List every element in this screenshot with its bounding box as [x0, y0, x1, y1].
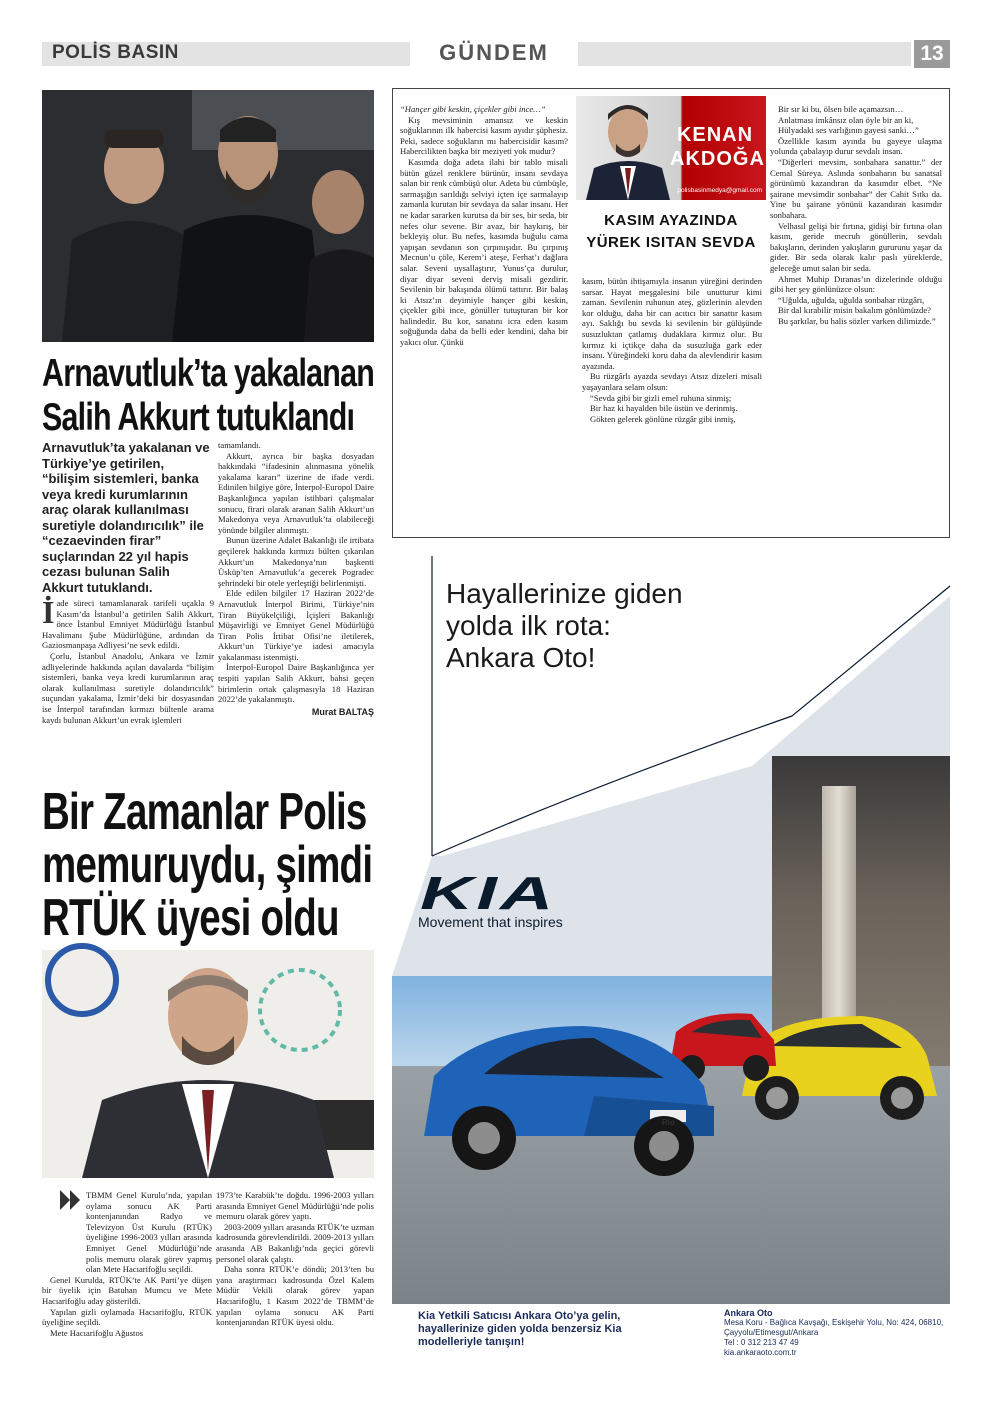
article1-column2: [218, 440, 374, 717]
column-c3-p2: Anlatması imkânsız olan öyle bir an ki,: [778, 114, 914, 125]
article1-headline-line1: Arnavutluk’ta yakalanan: [42, 352, 375, 395]
ad-headline: [446, 578, 786, 674]
arrest-photo: [42, 90, 374, 342]
dealer-phone: Tel : 0 312 213 47 49: [724, 1338, 799, 1347]
article1-col2-p3: Elde edilen bilgiler 17 Haziran 2022’de Arnavutluk İnterpol Birimi, Türkiye’nin Tiran Büyükelçiliği, İçişleri Bakanlığı Müşavirliği ve Emniyet Genel Müdürlüğü Tiran Polis İrtibat Ofisi’ne iletilerek, Akkurt’un Türkiye’ye iadesi amacıyla yakalanması istenmişti.: [218, 588, 374, 662]
author-illustration: [576, 96, 676, 200]
article2-col2-p2: 2003-2009 yılları arasında RTÜK’te uzman kadrosunda görevlendirildi. 2009-2013 yılları arasında AB Bakanlığı’nda geçici görevli personel olarak çalıştı.: [216, 1221, 374, 1264]
column-title: [576, 210, 766, 254]
dealer-name: Ankara Oto: [724, 1308, 773, 1318]
article1-col2-p2: Bunun üzerine Adalet Bakanlığı ile irtibata geçilerek hakkında kırmızı bülten çıkarılan Akkurt’un Makedonya’nın başkenti Üsküp’ten Arnavutluk’a gecerek Pogradec şehrindeki bir otele yerleştiği belirlenmişti.: [218, 535, 374, 588]
car-model-label: Rio: [662, 1118, 675, 1127]
author-first-name: KENAN: [676, 124, 754, 146]
article1-column1: [42, 594, 214, 725]
column-c3-p9: Bir dal kırabilir misin bakalım gönlümüzde?: [778, 305, 931, 316]
column-text-col2: [582, 276, 762, 424]
article2-col2-p3: Daha sonra RTÜK’e döndü; 2013’ten bu yana araştırmacı kadrosunda Özel Kalem Müdür Vekili olarak görev yapan Hacıarifoğlu, 1 Kasım 2022’de TBMM’de yapılan oylama sonucu AK Parti kontenjanından RTÜK üyesi oldu.: [216, 1264, 374, 1328]
kia-logo: KIA: [420, 867, 557, 919]
column-c1-p1: Kış mevsiminin amansız ve keskin soğuklarının ilk habercisi kasım ayıdır şüphesiz. Peki, sadece soğukların mı habercisidir kasım? Habercilikten başka bir meziyeti yok mudur?: [400, 114, 568, 157]
ad-headline-line2: yolda ilk rota:: [446, 610, 611, 641]
column-title-line2: YÜREK ISITAN SEVDA: [586, 234, 756, 251]
column-c2-p3: “Sevda gibi bir gizli emel ruhuna sinmiş;: [590, 392, 732, 403]
dealer-address: Mesa Koru - Bağlıca Kavşağı, Eskişehir Yolu, No: 424, 06810, Çayyolu/Etimesgut/Ankara: [724, 1318, 944, 1337]
column-c2-p1: kasım, bütün ihtişamıyla insanın yüreğini derinden sarsar. Hayat meşgalesini bile unutturur kimi zaman. Sevilenin ruhunun ateş, gözlerinin alevden kor olduğu, daha bir can acıtıcı bir sanattır kasım ayı. Saklığı bu sevda ki sevilenin bir gülüşünde susuzluktan çatlamış dudaklara kırmız olur. Bu kırmız ki içtikçe daha da susuzluğa gark eder insanı. Yüreğindeki koru daha da alevlendirir kasım ayazında.: [582, 276, 762, 371]
article2-column1: [42, 1190, 212, 1338]
section-title: POLİS BASIN: [52, 42, 179, 63]
article2-col1-p3: Yapılan gizli oylamada Hacıarifoğlu, RTÜK üyeliğine seçildi.: [42, 1306, 212, 1328]
column-c3-p4: Özellikle kasım ayında bu gayeye ulaşma yolunda çabalayıp durur sevdalı insan.: [770, 135, 942, 157]
article2-col1-p4: Mete Hacıarifoğlu Ağustos: [50, 1327, 144, 1338]
rtuk-member-photo: [42, 950, 374, 1178]
kia-advertisement: [392, 556, 950, 1304]
column-c3-p6: Velhasıl gelişi bir fırtına, gidişi bir fırtına olan kasım, geride mecruh gönüllerin, sevdalı bakışların, derinden yakışların gururunu yaşar da gider. Bir seda olarak kalır paslı yüreklerde, geleceğe umut salan bir seda.: [770, 220, 942, 273]
ad-headline-line1: Hayallerinize giden: [446, 578, 683, 609]
article2-headline-line3: RTÜK üyesi oldu: [42, 889, 339, 947]
column-c3-p7: Ahmet Muhip Dıranas’ın dizelerinde olduğu gibi her şey gönlünüzce olsun:: [770, 273, 942, 295]
header-bar-right: [578, 42, 911, 66]
dealer-website[interactable]: kia.ankaraoto.com.tr: [724, 1348, 797, 1357]
column-c3-p1: Bir sır ki bu, ölsen bile açamazsın…: [778, 104, 904, 114]
column-c3-p8: “Uğulda, uğulda, uğulda sonbahar rüzgârı,: [778, 294, 925, 305]
article1-col1-p2: Çorlu, İstanbul Anadolu, Ankara ve İzmir adliyelerinde hakkında açılan davalarda “bilişim sistemleri, banka veya kredi kurumlarının araç olarak kullanılması suretiyle dolandırıcılık” suçundan yakalama, İzmir’deki bir dosyasından ise İnterpol tarafından kırmızı bültenle arama kaydı bulunan Akkurt’un evrak işlemleri: [42, 650, 214, 725]
article1-col2-p4: İnterpol-Europol Daire Başkanlığınca yer tespiti yapılan Salih Akkurt, bahsi geçen birimlerin ortak çalışmasıyla 18 Haziran 2022’de yakalanmıştı.: [218, 662, 374, 705]
ad-headline-line3: Ankara Oto!: [446, 642, 596, 673]
author-last-name: AKDOĞAN: [670, 148, 781, 170]
article2-headline-line1: Bir Zamanlar Polis: [42, 783, 367, 841]
ad-footer-text: Kia Yetkili Satıcısı Ankara Oto’ya gelin, hayallerinize giden yolda benzersiz Kia modelleriyle tanışın!: [418, 1310, 622, 1348]
arrest-photo-illustration: [42, 90, 374, 342]
article2-headline: [42, 783, 382, 947]
column-c3-p10: Bu şarkılar, bu halis sözler varken dilimizde.”: [778, 315, 936, 326]
rtuk-member-illustration: [42, 950, 374, 1178]
article1-headline-line2: Salih Akkurt tutuklandı: [42, 396, 355, 439]
column-c2-p5: Gökten gelerek gönlüne rüzgâr gibi inmiş,: [590, 413, 736, 424]
article1-headline: [42, 352, 377, 440]
article1-lead: Arnavutluk’ta yakalanan ve Türkiye’ye getirilen, “bilişim sistemleri, banka veya kredi kurumlarının araç olarak kullanılması suretiyle dolandırıcılık” ile “cezaevinden firar” suçlarından 22 yıl hapis cezası bulunan Salih Akkurt tutuklandı.: [42, 440, 210, 595]
article1-col1-p1: ade süreci tamamlanarak tarifeli uçakla 9 Kasım’da İstanbul’a getirilen Salih Akkurt, önce İstanbul Emniyet Müdürlüğü İstanbul Havalimanı Şube Müdürlüğüne, ardından da Gaziosmanpaşa Adliyesi’ne sevk edildi.: [42, 598, 214, 651]
article2-col1-p1: TBMM Genel Kurulu’nda, yapılan oylama sonucu AK Parti kontenjanından Radyo ve Televizyon Üst Kurulu (RTÜK) üyeliğine 1996-2003 yılları arasında Emniyet Genel Müdürlüğü’nde polis memuru olarak görev yapmış olan Mete Hacıarifoğlu seçildi.: [86, 1190, 212, 1275]
column-c3-p3: Hülyadaki ses varlığının gayesi sanki…”: [778, 125, 919, 136]
article2-headline-line2: memuruydu, şimdi: [42, 836, 373, 894]
column-title-line1: KASIM AYAZINDA: [604, 212, 738, 229]
column-c2-p4: Bir haz ki hayalden bile üstün ve derinmiş.: [590, 403, 738, 414]
column-text-col1: [400, 104, 568, 348]
column-c1-quote: “Hançer gibi keskin, çiçekler gibi ince…”: [400, 104, 546, 114]
column-c2-p2: Bu rüzgârlı ayazda sevdayı Atsız dizeleri misali yaşayanlara selam olsun:: [582, 371, 762, 392]
dealer-info: [724, 1308, 950, 1358]
column-c3-p5: “Diğerleri mevsim, sonbahara sanattır.” der Cemal Süreya. Aslında sonbaharın bu sanatsal görünümü kazandıran da kasımdır elbet. “Ne şairane mevsimdir sonbahar” der Cahit Sıtkı da. Yine bu şairane yönünü kazandıran kasımdır sonbahara.: [770, 156, 942, 220]
article2-column2: [216, 1190, 374, 1328]
article2-col1-p2: Genel Kurulda, RTÜK’te AK Parti’ye düşen bir üyelik için Batuhan Mumcu ve Mete Hacıarifoğlu aday gösterildi.: [42, 1274, 212, 1306]
page-number: 13: [914, 40, 950, 68]
column-c1-p2: Kasımda doğa adeta ilahi bir tablo misali bütün güzel renklere bürünür, insanı sevdaya salan bir renk cümbüşü olur. Adeta bu cümbüşle, sarmaşığın sarıldığı selviyi içten içe sarmalayıp zamanla kurutan bir sevdaya da salar insanı. Her ne kadar sararken kurutsa da bir ses, bir seda, bir nefes olur sevene. Bir avaz, bir haykırış, bir bekleyiş olur. Bu nefes, kasımda buğulu cama yapışan sevdanın son çırpınışıdır. Bu çırpınış Mecnun’u çöle, Kerem’i ateşe, Ferhat’ı dağlara salar. Seveni uysallaştırır, Yunus’ça durulur, diyar diyar seveni derviş misali gezdirir. Sevilenin bir bakışında ölümü tattırır. Bir balaş ki Atsız’ın deyimiyle hançer gibi keskin, çiçekler gibi ince, gönüller tutuşturan bir kor halindedir. Bu kor, sanatını icra eden kasım soğuğunda daha da belli eder kendini, daha bir yakıcı olur. Çünkü: [400, 156, 568, 348]
article1-col2-p0: tamamlandı.: [218, 440, 261, 450]
blue-car: [414, 986, 724, 1186]
article1-dropcap: İ: [42, 594, 55, 630]
column-text-col3: [770, 104, 942, 326]
kia-tagline: Movement that inspires: [418, 914, 563, 930]
author-portrait: [576, 96, 781, 200]
category-title: GÜNDEM: [439, 40, 549, 65]
author-email: polisbasinmedya@gmail.com: [677, 187, 762, 194]
article1-byline: Murat BALTAŞ: [311, 706, 374, 717]
article1-col2-p1: Akkurt, ayrıca bir başka dosyadan hakkındaki “ifadesinin alınmasına yönelik yakalama kararı” üzerine de ifade verdi. Edinilen bilgiye göre, İnterpol-Europol Daire Başkanlığınca yapılan istihbari çalışmalar sonucu, firari olarak aranan Salih Akkurt’un Makedonya veya Arnavutluk’ta olabileceği yönünde bilgiler alınmıştı.: [218, 450, 374, 535]
article2-col2-p1: 1973’te Karabük’te doğdu. 1996-2003 yılları arasında Emniyet Genel Müdürlüğü’nde polis memuru olarak görev yaptı.: [216, 1190, 374, 1222]
